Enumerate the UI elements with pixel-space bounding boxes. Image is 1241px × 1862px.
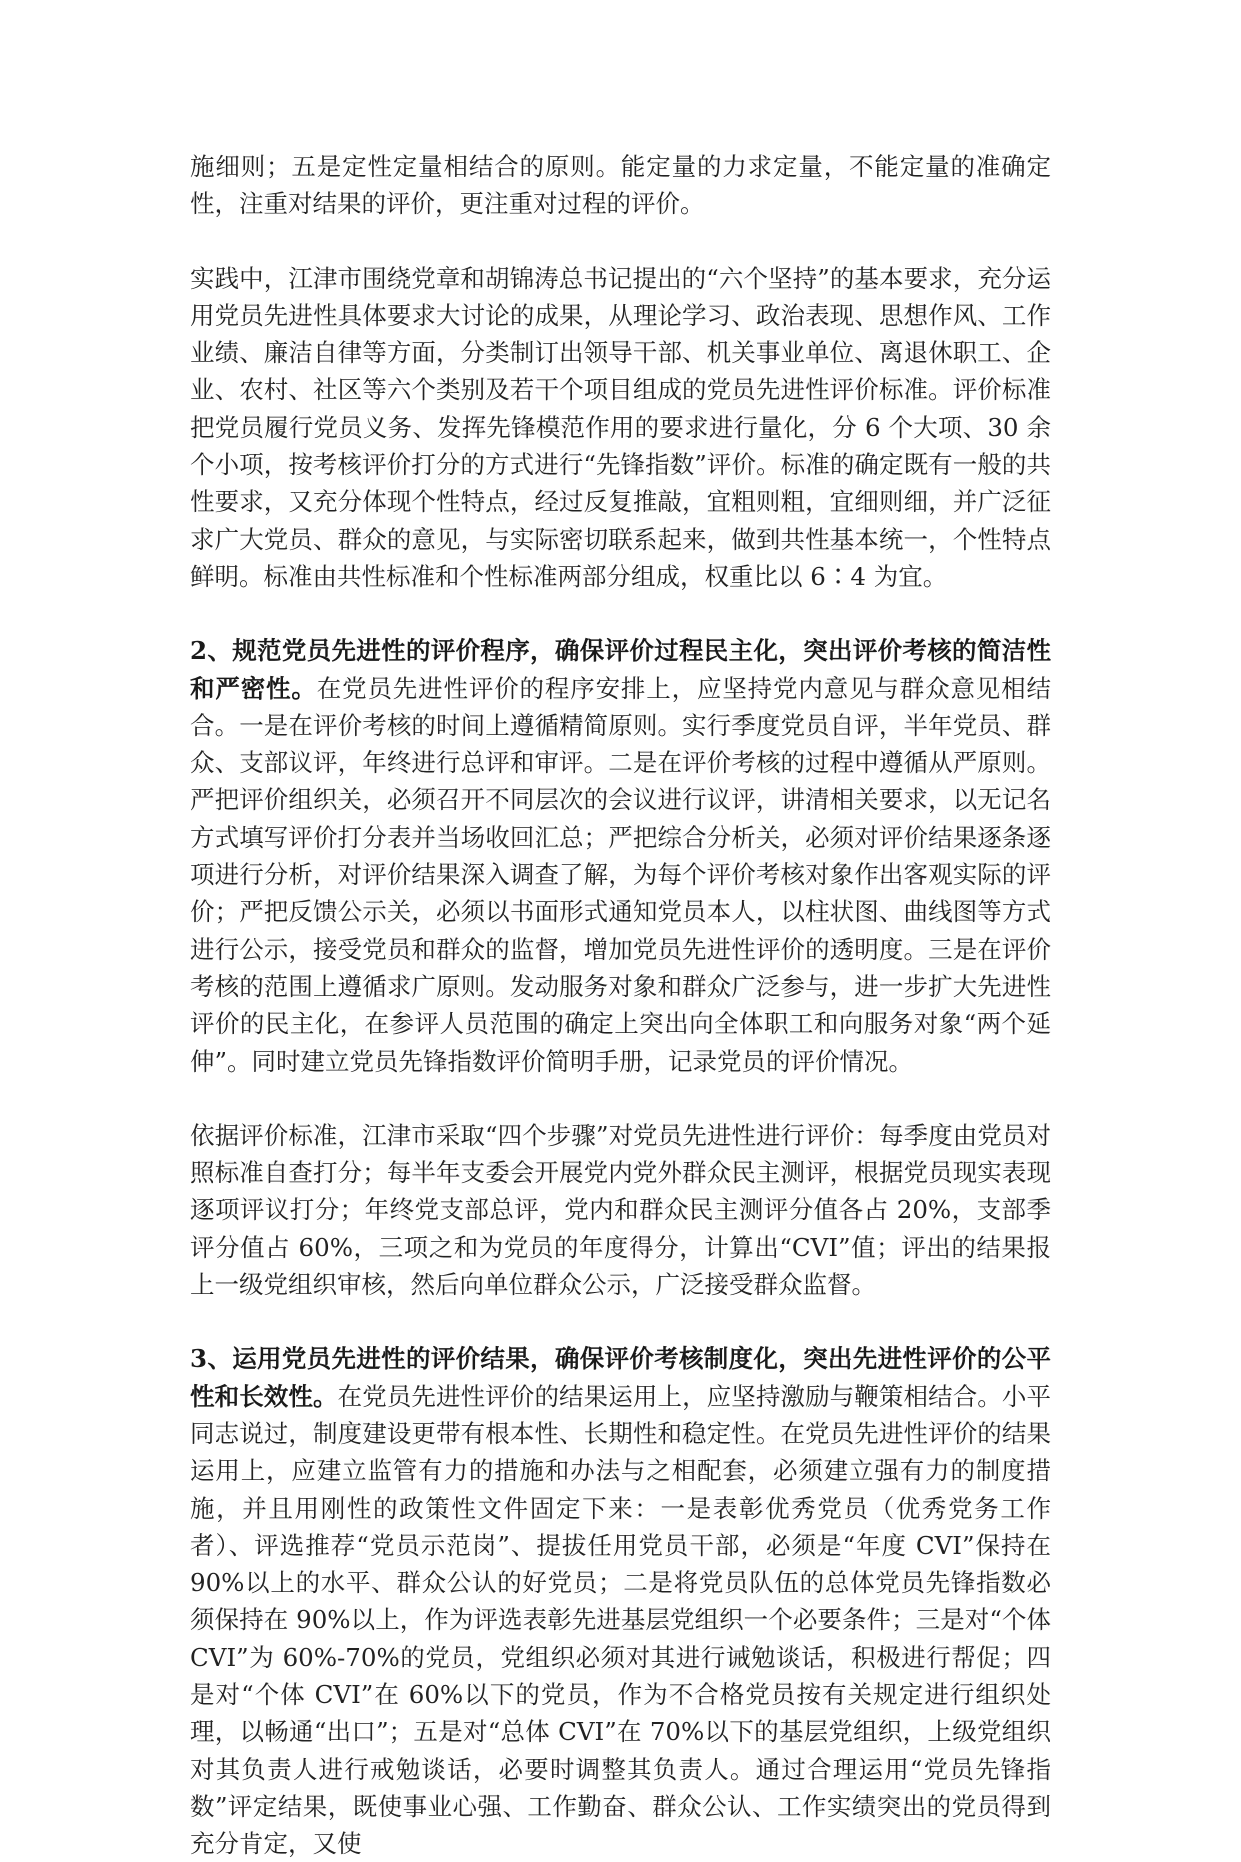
paragraph-4	[190, 1117, 1051, 1303]
paragraph-5	[190, 1340, 1051, 1862]
paragraph-1	[190, 148, 1051, 223]
paragraph-2	[190, 260, 1051, 596]
paragraph-2-body: 实践中，江津市围绕党章和胡锦涛总书记提出的“六个坚持”的基本要求，充分运用党员先进性具体要求大讨论的成果，从理论学习、政治表现、思想作风、工作业绩、廉洁自律等方面，分类制订出领导干部、机关事业单位、离退休职工、企业、农村、社区等六个类别及若干个项目组成的党员先进性评价标准。评价标准把党员履行党员义务、发挥先锋模范作用的要求进行量化，分 6 个大项、30 余个小项，按考核评价打分的方式进行“先锋指数”评价。标准的确定既有一般的共性要求，又充分体现个性特点，经过反复推敲，宜粗则粗，宜细则细，并广泛征求广大党员、群众的意见，与实际密切联系起来，做到共性基本统一，个性特点鲜明。标准由共性标准和个性标准两部分组成，权重比以 6∶4 为宜。	[190, 263, 1051, 591]
paragraph-3	[190, 632, 1051, 1080]
paragraph-4-body: 依据评价标准，江津市采取“四个步骤”对党员先进性进行评价：每季度由党员对照标准自查打分；每半年支委会开展党内党外群众民主测评，根据党员现实表现逐项评议打分；年终党支部总评，党内和群众民主测评分值各占 20%，支部季评分值占 60%，三项之和为党员的年度得分，计算出“CVI”值；评出的结果报上一级党组织审核，然后向单位群众公示，广泛接受群众监督。	[190, 1120, 1051, 1300]
paragraph-1-body: 施细则；五是定性定量相结合的原则。能定量的力求定量，不能定量的准确定性，注重对结果的评价，更注重对过程的评价。	[190, 152, 1051, 219]
paragraph-3-lead: 2、规范党员先进性的评价程序，确保评价过程民主化，突出评价考核的简洁性和严密性。	[190, 636, 1051, 703]
paragraph-5-body: 在党员先进性评价的结果运用上，应坚持激励与鞭策相结合。小平同志说过，制度建设更带有根本性、长期性和稳定性。在党员先进性评价的结果运用上，应建立监管有力的措施和办法与之相配套，必须建立强有力的制度措施，并且用刚性的政策性文件固定下来：一是表彰优秀党员（优秀党务工作者）、评选推荐“党员示范岗”、提拔任用党员干部，必须是“年度 CVI”保持在 90%以上的水平、群众公认的好党员；二是将党员队伍的总体党员先锋指数必须保持在 90%以上，作为评选表彰先进基层党组织一个必要条件；三是对“个体 CVI”为 60%-70%的党员，党组织必须对其进行诫勉谈话，积极进行帮促；四是对“个体 CVI”在 60%以下的党员，作为不合格党员按有关规定进行组织处理，以畅通“出口”；五是对“总体 CVI”在 70%以下的基层党组织，上级党组织对其负责人进行戒勉谈话，必要时调整其负责人。通过合理运用“党员先锋指数”评定结果，既使事业心强、工作勤奋、群众公认、工作实绩突出的党员得到充分肯定，又使	[190, 1381, 1052, 1859]
paragraph-5-lead: 3、运用党员先进性的评价结果，确保评价考核制度化，突出先进性评价的公平性和长效性。	[190, 1344, 1051, 1411]
paragraph-3-body: 在党员先进性评价的程序安排上，应坚持党内意见与群众意见相结合。一是在评价考核的时间上遵循精简原则。实行季度党员自评，半年党员、群众、支部议评，年终进行总评和审评。二是在评价考核的过程中遵循从严原则。严把评价组织关，必须召开不同层次的会议进行议评，讲清相关要求，以无记名方式填写评价打分表并当场收回汇总；严把综合分析关，必须对评价结果逐条逐项进行分析，对评价结果深入调查了解，为每个评价考核对象作出客观实际的评价；严把反馈公示关，必须以书面形式通知党员本人，以柱状图、曲线图等方式进行公示，接受党员和群众的监督，增加党员先进性评价的透明度。三是在评价考核的范围上遵循求广原则。发动服务对象和群众广泛参与，进一步扩大先进性评价的民主化，在参评人员范围的确定上突出向全体职工和向服务对象“两个延伸”。同时建立党员先锋指数评价简明手册，记录党员的评价情况。	[190, 673, 1052, 1076]
